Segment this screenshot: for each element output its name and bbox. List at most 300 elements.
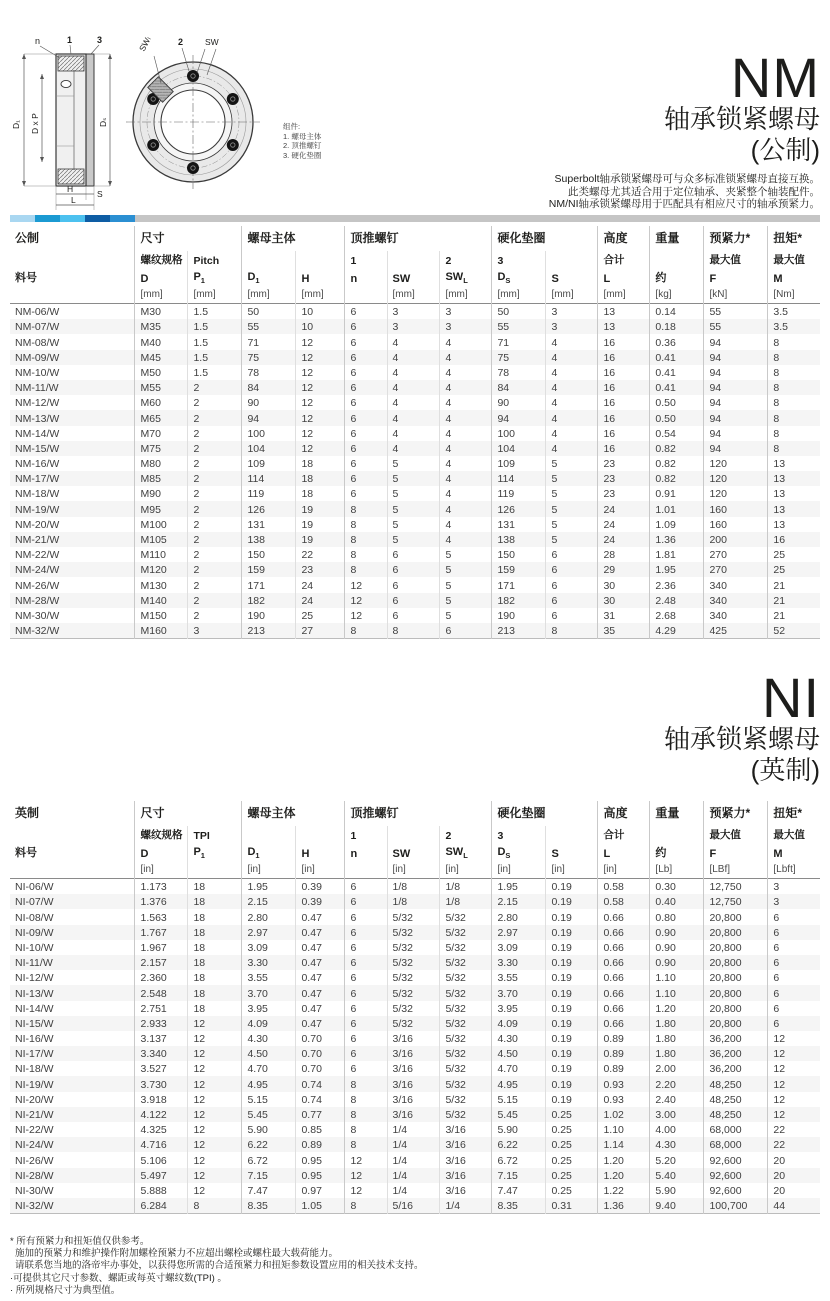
value-cell: 5.45: [242, 1107, 296, 1122]
value-cell: 3: [188, 623, 242, 639]
value-cell: 18: [188, 1001, 242, 1016]
value-cell: 8: [345, 1137, 387, 1152]
value-cell: 13: [768, 486, 820, 501]
color-bar-segment: [110, 215, 135, 222]
value-cell: M30: [135, 304, 188, 320]
value-cell: 55: [704, 319, 768, 334]
value-cell: 12: [345, 593, 387, 608]
color-bar-segment: [35, 215, 60, 222]
column-unit: [Lb]: [650, 861, 704, 879]
value-cell: 0.47: [296, 955, 345, 970]
table-header: [10, 226, 820, 304]
value-cell: 8: [768, 410, 820, 425]
value-cell: M130: [135, 577, 188, 592]
value-cell: 1.80: [650, 1046, 704, 1061]
nm-description-line: NM/NI轴承锁紧螺母用于匹配具有相应尺寸的轴承预紧力。: [548, 198, 820, 210]
value-cell: 4.70: [242, 1061, 296, 1076]
value-cell: 94: [704, 426, 768, 441]
value-cell: 6: [768, 1016, 820, 1031]
value-cell: M110: [135, 547, 188, 562]
value-cell: 84: [242, 380, 296, 395]
value-cell: 0.70: [296, 1031, 345, 1046]
value-cell: 2: [188, 577, 242, 592]
value-cell: 20,800: [704, 985, 768, 1000]
value-cell: 16: [598, 441, 650, 456]
value-cell: 131: [242, 517, 296, 532]
value-cell: 5.90: [492, 1122, 546, 1137]
column-symbol: $P_1$: [188, 268, 242, 286]
value-cell: 18: [188, 970, 242, 985]
value-cell: 8: [345, 532, 387, 547]
value-cell: 12: [188, 1168, 242, 1183]
value-cell: 0.36: [650, 334, 704, 349]
table-row: [10, 1152, 820, 1167]
column-unit: [mm]: [598, 286, 650, 304]
part-number-cell: NM-07/W: [15, 321, 60, 334]
column-group-label: 尺寸: [135, 801, 242, 826]
value-cell: 5: [387, 501, 440, 516]
value-cell: 18: [296, 471, 345, 486]
column-sub-label: 最大值: [768, 251, 820, 268]
value-cell: 4: [387, 395, 440, 410]
value-cell: 0.74: [296, 1092, 345, 1107]
value-cell: 3.918: [135, 1092, 188, 1107]
value-cell: 0.80: [650, 909, 704, 924]
value-cell: 75: [492, 350, 546, 365]
value-cell: 75: [242, 350, 296, 365]
value-cell: 0.66: [598, 1001, 650, 1016]
value-cell: 24: [296, 593, 345, 608]
value-cell: 4.716: [135, 1137, 188, 1152]
value-cell: 0.93: [598, 1092, 650, 1107]
value-cell: 0.47: [296, 1016, 345, 1031]
value-cell: 182: [492, 593, 546, 608]
value-cell: 12: [188, 1031, 242, 1046]
value-cell: 0.58: [598, 894, 650, 909]
value-cell: 213: [492, 623, 546, 639]
column-sub-label: 2: [440, 826, 492, 843]
label-3: 3: [97, 35, 103, 45]
value-cell: 4: [440, 380, 492, 395]
component-legend: [283, 122, 321, 160]
value-cell: 0.89: [598, 1031, 650, 1046]
value-cell: 5/32: [387, 925, 440, 940]
value-cell: 8: [188, 1198, 242, 1214]
value-cell: 4: [387, 441, 440, 456]
value-cell: 8: [345, 501, 387, 516]
column-sub-label: 合计: [598, 826, 650, 843]
value-cell: 0.41: [650, 380, 704, 395]
value-cell: 1.5: [188, 319, 242, 334]
component-item: 3. 硬化垫圈: [283, 150, 322, 160]
value-cell: 104: [242, 441, 296, 456]
value-cell: 25: [296, 608, 345, 623]
value-cell: 0.18: [650, 319, 704, 334]
part-number-cell: NM-28/W: [15, 594, 60, 607]
column-sub-label: [387, 826, 440, 843]
header-cell: [10, 251, 135, 268]
value-cell: 0.25: [546, 1152, 598, 1167]
value-cell: 2.15: [492, 894, 546, 909]
value-cell: 6: [345, 894, 387, 909]
value-cell: 5: [440, 547, 492, 562]
value-cell: 5/32: [387, 985, 440, 1000]
value-cell: 30: [598, 577, 650, 592]
value-cell: 0.40: [650, 894, 704, 909]
value-cell: 18: [188, 925, 242, 940]
part-number-cell: NM-11/W: [15, 382, 59, 395]
value-cell: 1/8: [387, 879, 440, 895]
column-symbol: D: [135, 843, 188, 861]
value-cell: 5: [546, 471, 598, 486]
value-cell: 5/32: [440, 1031, 492, 1046]
value-cell: 29: [598, 562, 650, 577]
column-group-label: 硬化垫圈: [492, 226, 598, 251]
value-cell: 2.80: [242, 909, 296, 924]
value-cell: 94: [704, 365, 768, 380]
value-cell: 20,800: [704, 909, 768, 924]
column-symbol: $D_1$: [242, 268, 296, 286]
value-cell: 12: [768, 1107, 820, 1122]
value-cell: 3: [387, 304, 440, 320]
value-cell: 5/32: [440, 1107, 492, 1122]
value-cell: 0.95: [296, 1168, 345, 1183]
value-cell: M160: [135, 623, 188, 639]
column-symbol: M: [768, 268, 820, 286]
value-cell: 213: [242, 623, 296, 639]
value-cell: 7.47: [242, 1183, 296, 1198]
value-cell: 18: [188, 955, 242, 970]
table-row: [10, 365, 820, 380]
column-symbol: L: [598, 843, 650, 861]
metric-table: [10, 226, 820, 639]
value-cell: 0.39: [296, 894, 345, 909]
column-sub-label: [650, 251, 704, 268]
technical-drawing-area: [8, 34, 270, 217]
label-ds: Dₛ: [98, 117, 108, 127]
value-cell: 0.97: [296, 1183, 345, 1198]
value-cell: 24: [598, 501, 650, 516]
column-group-label: 硬化垫圈: [492, 801, 598, 826]
table-row: [10, 1137, 820, 1152]
value-cell: 6: [345, 925, 387, 940]
value-cell: 3.95: [492, 1001, 546, 1016]
value-cell: 0.77: [296, 1107, 345, 1122]
column-symbol: $SW_L$: [440, 268, 492, 286]
value-cell: 0.19: [546, 1031, 598, 1046]
value-cell: 0.19: [546, 1061, 598, 1076]
section-view: [11, 35, 112, 210]
value-cell: 126: [492, 501, 546, 516]
value-cell: 18: [296, 486, 345, 501]
column-unit: [mm]: [242, 286, 296, 304]
value-cell: 1.80: [650, 1016, 704, 1031]
color-bar-segment: [60, 215, 85, 222]
value-cell: 18: [188, 985, 242, 1000]
value-cell: 0.95: [296, 1152, 345, 1167]
value-cell: 0.41: [650, 365, 704, 380]
value-cell: 8: [345, 1092, 387, 1107]
value-cell: 1/4: [387, 1183, 440, 1198]
value-cell: 2: [188, 441, 242, 456]
value-cell: 104: [492, 441, 546, 456]
value-cell: 20,800: [704, 940, 768, 955]
value-cell: 6: [440, 623, 492, 639]
value-cell: 5.15: [492, 1092, 546, 1107]
nm-title: NM: [730, 46, 820, 109]
value-cell: 0.66: [598, 985, 650, 1000]
value-cell: 126: [242, 501, 296, 516]
value-cell: 16: [598, 350, 650, 365]
column-symbol: SW: [387, 843, 440, 861]
column-group-label: 顶推螺钉: [345, 801, 492, 826]
value-cell: 2: [188, 547, 242, 562]
value-cell: 1.95: [242, 879, 296, 895]
value-cell: 5/32: [440, 940, 492, 955]
table-row: [10, 623, 820, 639]
value-cell: 0.82: [650, 471, 704, 486]
value-cell: 0.47: [296, 985, 345, 1000]
value-cell: 50: [242, 304, 296, 320]
value-cell: 4: [440, 441, 492, 456]
label-n: n: [35, 36, 41, 46]
label-s: S: [97, 189, 103, 199]
value-cell: 0.19: [546, 970, 598, 985]
value-cell: 4: [546, 426, 598, 441]
value-cell: 4: [440, 517, 492, 532]
value-cell: 12: [345, 577, 387, 592]
part-number-cell: NI-07/W: [15, 896, 54, 909]
value-cell: 0.66: [598, 1016, 650, 1031]
value-cell: 8: [345, 1107, 387, 1122]
column-unit: [in]: [546, 861, 598, 879]
value-cell: 1.05: [296, 1198, 345, 1214]
value-cell: 12: [296, 380, 345, 395]
column-sub-label: 最大值: [704, 826, 768, 843]
value-cell: 5/32: [387, 909, 440, 924]
value-cell: 1.09: [650, 517, 704, 532]
value-cell: 3/16: [440, 1152, 492, 1167]
column-sub-label: 合计: [598, 251, 650, 268]
value-cell: 1.36: [650, 532, 704, 547]
value-cell: 4: [546, 395, 598, 410]
label-l: L: [71, 195, 76, 205]
value-cell: 0.50: [650, 410, 704, 425]
value-cell: 13: [768, 501, 820, 516]
unit-system-label: 英制: [15, 806, 40, 820]
value-cell: 8: [768, 426, 820, 441]
column-group-label: 高度: [598, 801, 650, 826]
table-row: [10, 1016, 820, 1031]
value-cell: 3: [387, 319, 440, 334]
value-cell: 6: [387, 608, 440, 623]
part-number-cell: NI-13/W: [15, 987, 54, 1000]
table-row: [10, 879, 820, 895]
value-cell: 3: [546, 304, 598, 320]
value-cell: 12: [768, 1061, 820, 1076]
column-unit: [mm]: [296, 286, 345, 304]
value-cell: 0.47: [296, 909, 345, 924]
table-row: [10, 1183, 820, 1198]
value-cell: 1.22: [598, 1183, 650, 1198]
value-cell: 8: [345, 623, 387, 639]
value-cell: 5/32: [440, 1061, 492, 1076]
value-cell: 24: [296, 577, 345, 592]
value-cell: 22: [768, 1137, 820, 1152]
value-cell: 31: [598, 608, 650, 623]
value-cell: 6: [546, 593, 598, 608]
value-cell: 20: [768, 1152, 820, 1167]
value-cell: 1.967: [135, 940, 188, 955]
column-unit: [mm]: [188, 286, 242, 304]
value-cell: 4.70: [492, 1061, 546, 1076]
value-cell: 8.35: [492, 1198, 546, 1214]
value-cell: 2: [188, 532, 242, 547]
value-cell: 6: [345, 486, 387, 501]
column-symbol: H: [296, 268, 345, 286]
column-sub-label: 螺纹规格: [135, 251, 188, 268]
value-cell: 3.70: [242, 985, 296, 1000]
value-cell: 2: [188, 517, 242, 532]
value-cell: 6: [345, 350, 387, 365]
value-cell: 4: [440, 532, 492, 547]
value-cell: 6: [345, 1001, 387, 1016]
value-cell: 270: [704, 562, 768, 577]
value-cell: 78: [492, 365, 546, 380]
value-cell: M40: [135, 334, 188, 349]
value-cell: 10: [296, 304, 345, 320]
column-group-label: 重量: [650, 801, 704, 826]
value-cell: 5: [546, 486, 598, 501]
column-symbol: $D_1$: [242, 843, 296, 861]
value-cell: 12: [296, 410, 345, 425]
value-cell: 5.40: [650, 1168, 704, 1183]
value-cell: 3.30: [492, 955, 546, 970]
value-cell: 8: [345, 562, 387, 577]
part-number-cell: NM-08/W: [15, 336, 60, 349]
value-cell: 78: [242, 365, 296, 380]
value-cell: 16: [598, 365, 650, 380]
value-cell: 5/32: [440, 925, 492, 940]
value-cell: 6: [345, 940, 387, 955]
value-cell: 6: [345, 955, 387, 970]
value-cell: 4: [440, 410, 492, 425]
table-row: [10, 441, 820, 456]
table-body: [10, 304, 820, 639]
column-symbol: 约: [650, 843, 704, 861]
color-bar-segment: [85, 215, 110, 222]
nm-subtitle: 轴承锁紧螺母: [663, 104, 820, 134]
value-cell: 5.20: [650, 1152, 704, 1167]
value-cell: 4: [546, 410, 598, 425]
value-cell: 3.09: [492, 940, 546, 955]
value-cell: 12: [188, 1061, 242, 1076]
value-cell: 0.91: [650, 486, 704, 501]
value-cell: 27: [296, 623, 345, 639]
value-cell: 2: [188, 608, 242, 623]
column-sub-label: [242, 826, 296, 843]
value-cell: 5/32: [387, 940, 440, 955]
column-unit: [in]: [242, 861, 296, 879]
lock-nut-drawing: [8, 34, 270, 212]
value-cell: 68,000: [704, 1137, 768, 1152]
value-cell: 48,250: [704, 1107, 768, 1122]
value-cell: 8: [345, 517, 387, 532]
value-cell: 0.19: [546, 879, 598, 895]
value-cell: 3.00: [650, 1107, 704, 1122]
value-cell: 8: [345, 1076, 387, 1091]
part-number-cell: NI-14/W: [15, 1002, 54, 1015]
value-cell: 2.157: [135, 955, 188, 970]
value-cell: 5/32: [440, 1092, 492, 1107]
value-cell: 2: [188, 562, 242, 577]
value-cell: 5: [546, 532, 598, 547]
value-cell: 20: [768, 1168, 820, 1183]
column-unit: [kg]: [650, 286, 704, 304]
value-cell: 20: [768, 1183, 820, 1198]
value-cell: 4: [440, 501, 492, 516]
value-cell: 4.29: [650, 623, 704, 639]
part-number-cell: NI-30/W: [15, 1184, 54, 1197]
value-cell: M55: [135, 380, 188, 395]
value-cell: 6: [387, 577, 440, 592]
value-cell: 94: [704, 395, 768, 410]
column-sub-label: TPI: [188, 826, 242, 843]
part-number-cell: NM-06/W: [15, 306, 60, 319]
value-cell: 0.14: [650, 304, 704, 320]
table-row: [10, 1031, 820, 1046]
value-cell: 1.80: [650, 1031, 704, 1046]
value-cell: 94: [704, 380, 768, 395]
value-cell: 0.39: [296, 879, 345, 895]
column-symbol: $P_1$: [188, 843, 242, 861]
column-sub-label: 最大值: [768, 826, 820, 843]
value-cell: 1.36: [598, 1198, 650, 1214]
value-cell: 12: [768, 1076, 820, 1091]
table-row: [10, 532, 820, 547]
value-cell: 200: [704, 532, 768, 547]
value-cell: 52: [768, 623, 820, 639]
value-cell: M95: [135, 501, 188, 516]
value-cell: 20,800: [704, 1016, 768, 1031]
column-symbol: n: [345, 268, 387, 286]
label-sw: SW: [205, 37, 219, 47]
value-cell: 5.90: [242, 1122, 296, 1137]
value-cell: 36,200: [704, 1061, 768, 1076]
value-cell: 92,600: [704, 1152, 768, 1167]
table-row: [10, 577, 820, 592]
value-cell: 0.89: [296, 1137, 345, 1152]
value-cell: 0.25: [546, 1168, 598, 1183]
value-cell: 0.31: [546, 1198, 598, 1214]
value-cell: 94: [242, 410, 296, 425]
value-cell: 18: [296, 456, 345, 471]
value-cell: 16: [598, 410, 650, 425]
table-row: [10, 1092, 820, 1107]
part-number-cell: NM-24/W: [15, 564, 60, 577]
part-number-cell: NI-32/W: [15, 1200, 54, 1213]
value-cell: 44: [768, 1198, 820, 1214]
value-cell: 0.19: [546, 1016, 598, 1031]
part-number-cell: NI-19/W: [15, 1078, 54, 1091]
value-cell: 0.85: [296, 1122, 345, 1137]
value-cell: 4.30: [242, 1031, 296, 1046]
value-cell: M35: [135, 319, 188, 334]
value-cell: 12: [768, 1092, 820, 1107]
value-cell: 12: [188, 1046, 242, 1061]
value-cell: 2.40: [650, 1092, 704, 1107]
value-cell: 5/32: [440, 909, 492, 924]
